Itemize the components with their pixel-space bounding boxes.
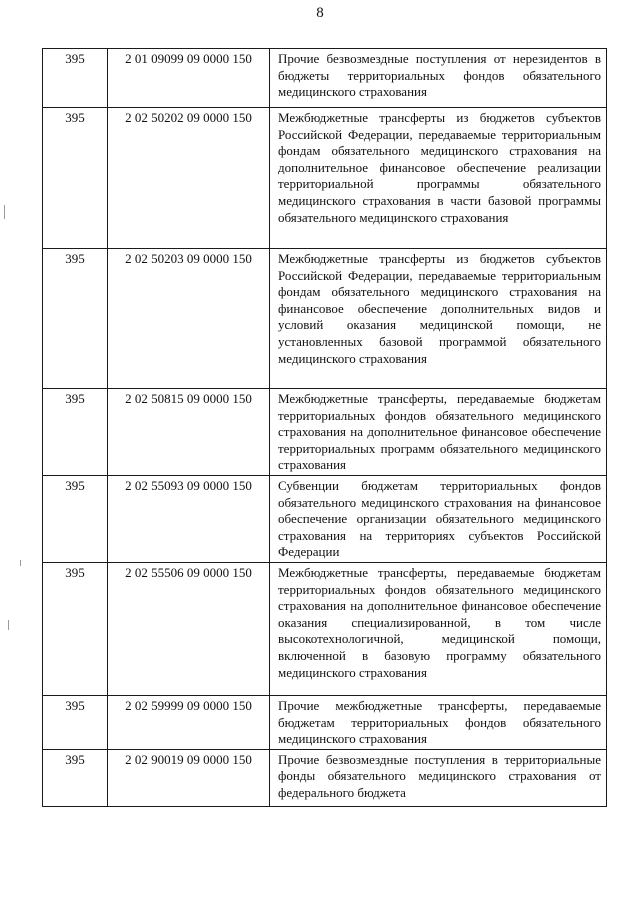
description-cell: Межбюджетные трансферты из бюджетов субъектов Российской Федерации, передаваемые территориальным фондам обязательного медицинского страхования на финансовое обеспечение дополнительных видов и условий оказания медицинской помощи, не установленных базовой программой обязательного медицинского страхования (270, 249, 607, 389)
admin-code-cell: 395 (43, 108, 108, 249)
budget-code-cell: 2 02 55093 09 0000 150 (108, 475, 270, 562)
description-cell: Прочие безвозмездные поступления в территориальные фонды обязательного медицинского страхования от федерального бюджета (270, 749, 607, 806)
table-row (43, 475, 607, 562)
scan-artifact (20, 560, 21, 566)
table-row (43, 749, 607, 806)
admin-code-cell: 395 (43, 389, 108, 476)
admin-code-cell: 395 (43, 562, 108, 695)
budget-code-cell: 2 02 59999 09 0000 150 (108, 695, 270, 749)
budget-code-cell: 2 02 55506 09 0000 150 (108, 562, 270, 695)
table-row (43, 389, 607, 476)
description-cell: Межбюджетные трансферты, передаваемые бюджетам территориальных фондов обязательного медицинского страхования на дополнительное финансовое обеспечение оказания специализированной, в том числе высокотехнологичной, медицинской помощи, включенной в базовую программу обязательного медицинского страхования (270, 562, 607, 695)
admin-code-cell: 395 (43, 49, 108, 108)
admin-code-cell: 395 (43, 475, 108, 562)
budget-code-cell: 2 02 90019 09 0000 150 (108, 749, 270, 806)
budget-code-cell: 2 01 09099 09 0000 150 (108, 49, 270, 108)
page-number: 8 (316, 5, 324, 21)
budget-code-cell: 2 02 50203 09 0000 150 (108, 249, 270, 389)
scan-artifact (8, 620, 9, 630)
description-cell: Межбюджетные трансферты, передаваемые бюджетам территориальных фондов обязательного медицинского страхования на дополнительное финансовое обеспечение территориальных программ обязательного медицинского страхования (270, 389, 607, 476)
description-cell: Прочие безвозмездные поступления от нерезидентов в бюджеты территориальных фондов обязательного медицинского страхования (270, 49, 607, 108)
table-row (43, 49, 607, 108)
admin-code-cell: 395 (43, 249, 108, 389)
description-cell: Субвенции бюджетам территориальных фондов обязательного медицинского страхования на финансовое обеспечение организации обязательного медицинского страхования на территориях субъектов Российской Федерации (270, 475, 607, 562)
revenue-codes-table (42, 48, 607, 807)
table-row (43, 695, 607, 749)
budget-code-cell: 2 02 50202 09 0000 150 (108, 108, 270, 249)
description-cell: Прочие межбюджетные трансферты, передаваемые бюджетам территориальных фондов обязательного медицинского страхования (270, 695, 607, 749)
budget-code-cell: 2 02 50815 09 0000 150 (108, 389, 270, 476)
table-row (43, 249, 607, 389)
admin-code-cell: 395 (43, 749, 108, 806)
scan-artifact (4, 205, 5, 219)
table-row (43, 108, 607, 249)
admin-code-cell: 395 (43, 695, 108, 749)
description-cell: Межбюджетные трансферты из бюджетов субъектов Российской Федерации, передаваемые территориальным фондам обязательного медицинского страхования на дополнительное финансовое обеспечение реализации территориальной программы обязательного медицинского страхования в части базовой программы обязательного медицинского страхования (270, 108, 607, 249)
table-row (43, 562, 607, 695)
